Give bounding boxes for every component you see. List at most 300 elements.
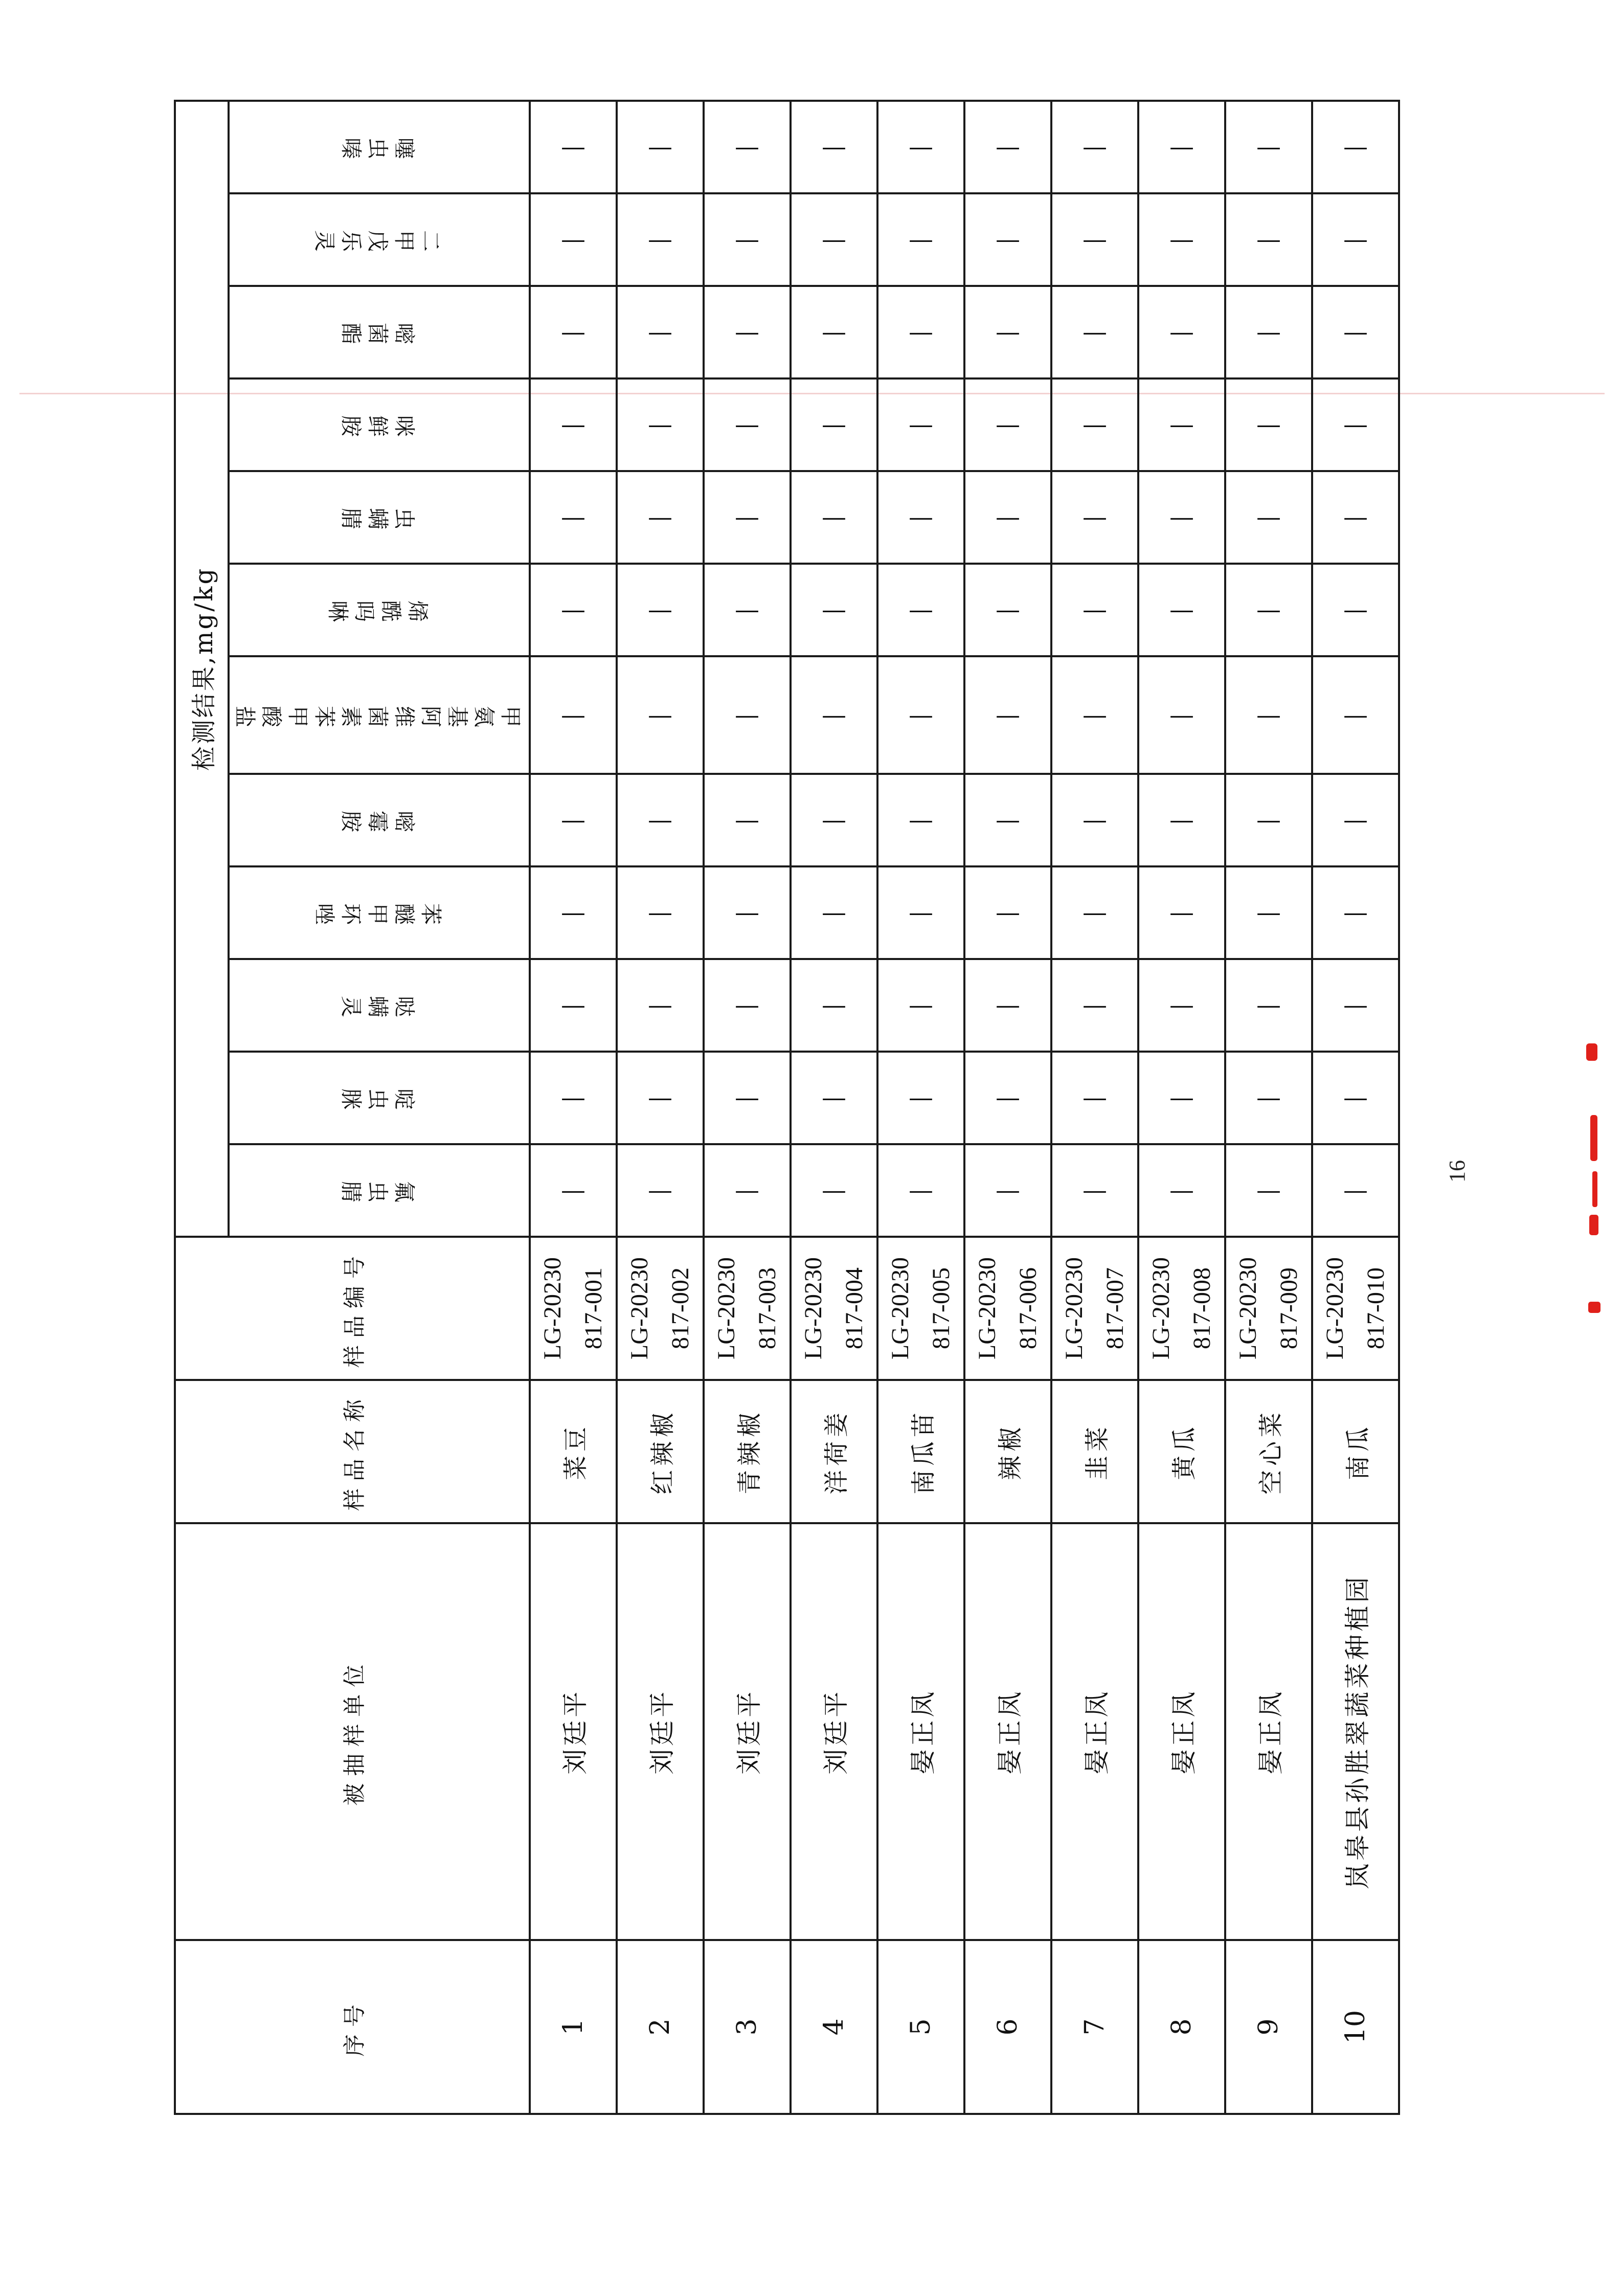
cell-sample-name [1312, 1380, 1399, 1523]
cell-sample-code [1225, 1237, 1312, 1380]
cell-result [530, 564, 617, 656]
rotated-report-page [174, 132, 1389, 2115]
cell-result [1312, 564, 1399, 656]
header-pesticide [229, 656, 530, 774]
cell-result [1225, 774, 1312, 866]
cell-sample-name [1225, 1380, 1312, 1523]
name-value: 黄瓜 [1169, 1423, 1199, 1481]
code-line-2: 817-007 [1101, 1267, 1129, 1349]
cell-result [1138, 959, 1225, 1052]
cell-result [877, 564, 964, 656]
unit-value: 晏正凤 [908, 1688, 938, 1775]
result-value: — [822, 991, 846, 1020]
cell-result [791, 774, 877, 866]
result-value: — [1343, 318, 1368, 347]
result-value: — [1169, 991, 1194, 1020]
result-value: — [648, 991, 672, 1020]
cell-result [1225, 193, 1312, 286]
cell-result [1051, 378, 1138, 471]
cell-result [530, 1052, 617, 1144]
cell-result [964, 656, 1051, 774]
code-line-2: 817-002 [667, 1267, 694, 1349]
cell-result [1312, 866, 1399, 959]
cell-result [877, 286, 964, 378]
result-value: — [909, 806, 933, 835]
result-value: — [735, 1083, 759, 1112]
result-value: — [1169, 806, 1194, 835]
header-pesticide [229, 286, 530, 378]
cell-result [1225, 1144, 1312, 1237]
cell-result [617, 866, 704, 959]
cell-seq [877, 1940, 964, 2114]
cell-sample-code [617, 1237, 704, 1380]
result-value: — [1083, 1083, 1107, 1112]
result-value: — [561, 225, 585, 254]
code-line-1: LG-20230 [800, 1257, 827, 1359]
result-value: — [1343, 132, 1368, 162]
cell-sampled-unit [617, 1523, 704, 1940]
result-value: — [561, 503, 585, 532]
cell-result [877, 378, 964, 471]
cell-result [964, 564, 1051, 656]
header-sample-code [175, 1237, 530, 1380]
result-value: — [822, 318, 846, 347]
cell-result [1225, 959, 1312, 1052]
result-value: — [561, 991, 585, 1020]
cell-sampled-unit [1312, 1523, 1399, 1940]
seq-value: 8 [1166, 2018, 1197, 2036]
table-row [791, 101, 877, 2114]
red-seal-fragment [1575, 1043, 1611, 1330]
cell-result [877, 866, 964, 959]
header-sample-code-text: 样品编号 [342, 1249, 368, 1368]
cell-sample-code [1138, 1237, 1225, 1380]
seq-value: 6 [993, 2018, 1023, 2036]
cell-sample-name [877, 1380, 964, 1523]
cell-result [964, 1144, 1051, 1237]
result-value: — [1169, 1083, 1194, 1112]
result-value: — [735, 701, 759, 729]
result-value: — [1083, 132, 1107, 162]
result-value: — [648, 225, 672, 254]
name-value: 辣椒 [996, 1423, 1025, 1481]
cell-result [530, 774, 617, 866]
result-value: — [1343, 1083, 1368, 1112]
cell-result [964, 866, 1051, 959]
cell-seq [791, 1940, 877, 2114]
cell-result [617, 193, 704, 286]
result-value: — [1083, 318, 1107, 347]
name-value: 洋荷姜 [822, 1409, 851, 1495]
cell-seq [1225, 1940, 1312, 2114]
result-value: — [561, 701, 585, 729]
result-value: — [1256, 1083, 1281, 1112]
result-value: — [1169, 898, 1194, 927]
cell-result [791, 286, 877, 378]
result-value: — [909, 1083, 933, 1112]
code-line-2: 817-009 [1275, 1267, 1302, 1349]
result-value: — [648, 595, 672, 625]
cell-seq [530, 1940, 617, 2114]
cell-result [1138, 1052, 1225, 1144]
cell-result [530, 193, 617, 286]
result-value: — [1343, 503, 1368, 532]
header-pesticide [229, 193, 530, 286]
result-value: — [1256, 1176, 1281, 1205]
cell-result [1051, 564, 1138, 656]
cell-result [1225, 866, 1312, 959]
code-line-2: 817-005 [928, 1267, 955, 1349]
cell-result [530, 286, 617, 378]
result-value: — [735, 318, 759, 347]
cell-result [791, 193, 877, 286]
result-value: — [909, 318, 933, 347]
seq-value: 5 [906, 2018, 936, 2036]
cell-result [530, 656, 617, 774]
cell-result [1051, 656, 1138, 774]
cell-result [1138, 193, 1225, 286]
result-value: — [735, 410, 759, 439]
result-value: — [1083, 225, 1107, 254]
cell-seq [1312, 1940, 1399, 2114]
cell-result [704, 774, 791, 866]
cell-sampled-unit [530, 1523, 617, 1940]
unit-value: 晏正凤 [1169, 1688, 1199, 1775]
cell-result [617, 1144, 704, 1237]
name-value: 菜豆 [561, 1423, 590, 1481]
result-value: — [1256, 503, 1281, 532]
cell-result [1312, 1144, 1399, 1237]
cell-result [791, 959, 877, 1052]
cell-result [704, 1144, 791, 1237]
header-seq [175, 1940, 530, 2114]
cell-sample-code [530, 1237, 617, 1380]
cell-result [877, 656, 964, 774]
result-value: — [561, 1176, 585, 1205]
cell-result [1312, 286, 1399, 378]
result-value: — [1083, 991, 1107, 1020]
cell-sample-name [1051, 1380, 1138, 1523]
result-value: — [561, 898, 585, 927]
result-value: — [1083, 701, 1107, 729]
cell-seq [1051, 1940, 1138, 2114]
cell-sample-name [704, 1380, 791, 1523]
result-value: — [909, 991, 933, 1020]
cell-sampled-unit [964, 1523, 1051, 1940]
table-row [964, 101, 1051, 2114]
result-value: — [909, 898, 933, 927]
result-value: — [909, 701, 933, 729]
cell-result [617, 1052, 704, 1144]
pesticide-name: 啶虫脒 [336, 1085, 416, 1111]
table-row [1225, 101, 1312, 2114]
cell-sample-code [1051, 1237, 1138, 1380]
result-value: — [1343, 991, 1368, 1020]
result-value: — [561, 132, 585, 162]
name-value: 空心菜 [1256, 1409, 1286, 1495]
code-line-1: LG-20230 [974, 1257, 1001, 1359]
seq-value: 1 [558, 2018, 589, 2036]
cell-result [877, 193, 964, 286]
cell-result [877, 774, 964, 866]
cell-sample-name [617, 1380, 704, 1523]
cell-result [1312, 959, 1399, 1052]
cell-result [964, 1052, 1051, 1144]
cell-result [617, 774, 704, 866]
result-value: — [648, 503, 672, 532]
cell-result [964, 101, 1051, 193]
table-row [1138, 101, 1225, 2114]
result-value: — [1169, 410, 1194, 439]
seq-value: 4 [819, 2018, 849, 2036]
code-line-2: 817-006 [1015, 1267, 1042, 1349]
result-value: — [909, 595, 933, 625]
name-value: 红辣椒 [648, 1409, 677, 1495]
unit-value: 晏正凤 [995, 1688, 1025, 1775]
result-value: — [648, 318, 672, 347]
result-value: — [996, 503, 1020, 532]
code-line-2: 817-003 [754, 1267, 781, 1349]
cell-result [704, 286, 791, 378]
cell-result [1051, 286, 1138, 378]
cell-result [1312, 471, 1399, 564]
result-value: — [1083, 410, 1107, 439]
result-value: — [648, 132, 672, 162]
cell-result [964, 959, 1051, 1052]
result-value: — [561, 1083, 585, 1112]
result-value: — [1343, 225, 1368, 254]
header-pesticide [229, 378, 530, 471]
header-pesticide [229, 1144, 530, 1237]
result-value: — [1083, 806, 1107, 835]
result-value: — [822, 701, 846, 729]
cell-result [530, 866, 617, 959]
result-value: — [996, 410, 1020, 439]
cell-result [964, 378, 1051, 471]
cell-result [704, 656, 791, 774]
result-value: — [1169, 318, 1194, 347]
result-value: — [996, 701, 1020, 729]
cell-result [791, 1052, 877, 1144]
pesticide-name: 嘧霉胺 [336, 808, 416, 833]
header-pesticide [229, 471, 530, 564]
cell-result [704, 1052, 791, 1144]
cell-result [530, 471, 617, 564]
cell-sample-code [704, 1237, 791, 1380]
result-value: — [996, 806, 1020, 835]
table-row [530, 101, 617, 2114]
unit-value: 晏正凤 [1256, 1688, 1286, 1775]
cell-result [877, 101, 964, 193]
unit-value: 刘廷平 [821, 1688, 851, 1775]
unit-value: 刘廷平 [560, 1688, 590, 1775]
cell-sample-name [964, 1380, 1051, 1523]
result-value: — [1256, 132, 1281, 162]
cell-result [1138, 101, 1225, 193]
cell-result [704, 471, 791, 564]
result-value: — [735, 595, 759, 625]
cell-result [1225, 471, 1312, 564]
result-value: — [909, 225, 933, 254]
cell-result [1138, 564, 1225, 656]
cell-result [1051, 866, 1138, 959]
cell-result [877, 1144, 964, 1237]
result-value: — [822, 806, 846, 835]
code-line-2: 817-010 [1362, 1267, 1389, 1349]
result-value: — [1343, 1176, 1368, 1205]
result-value: — [1083, 1176, 1107, 1205]
result-value: — [822, 1083, 846, 1112]
code-line-1: LG-20230 [1234, 1257, 1261, 1359]
code-line-2: 817-004 [841, 1267, 868, 1349]
result-value: — [1343, 806, 1368, 835]
table-row [1051, 101, 1138, 2114]
cell-result [1312, 193, 1399, 286]
result-value: — [1256, 595, 1281, 625]
header-sampled-unit [175, 1523, 530, 1940]
result-value: — [822, 595, 846, 625]
pesticide-name: 哒螨灵 [336, 993, 416, 1018]
cell-sample-name [791, 1380, 877, 1523]
cell-result [1138, 471, 1225, 564]
result-value: — [822, 1176, 846, 1205]
pesticide-name: 甲氨基阿维菌素苯甲酸盐 [230, 703, 522, 728]
cell-result [877, 471, 964, 564]
result-value: — [735, 503, 759, 532]
table-row [877, 101, 964, 2114]
result-value: — [996, 225, 1020, 254]
cell-sample-code [877, 1237, 964, 1380]
result-value: — [648, 1083, 672, 1112]
result-value: — [648, 806, 672, 835]
result-value: — [561, 806, 585, 835]
cell-result [1051, 1052, 1138, 1144]
header-results-text: 检测结果,mg/kg [190, 566, 218, 771]
result-value: — [822, 898, 846, 927]
result-value: — [561, 595, 585, 625]
code-line-2: 817-008 [1188, 1267, 1215, 1349]
cell-result [1312, 378, 1399, 471]
pesticide-name: 虫螨腈 [336, 505, 416, 530]
cell-result [704, 866, 791, 959]
cell-result [1051, 471, 1138, 564]
seq-value: 9 [1253, 2018, 1284, 2036]
header-pesticide [229, 774, 530, 866]
cell-result [530, 959, 617, 1052]
cell-result [877, 959, 964, 1052]
result-value: — [648, 898, 672, 927]
pesticide-name: 烯酰吗啉 [323, 597, 429, 623]
cell-result [1312, 101, 1399, 193]
result-value: — [996, 1083, 1020, 1112]
result-value: — [648, 410, 672, 439]
pesticide-name: 二甲戊乐灵 [309, 227, 442, 253]
cell-sample-name [530, 1380, 617, 1523]
result-value: — [822, 503, 846, 532]
pesticide-name: 噻虫嗪 [336, 135, 416, 160]
result-value: — [996, 132, 1020, 162]
seq-value: 2 [645, 2018, 675, 2036]
result-value: — [735, 898, 759, 927]
result-value: — [1083, 595, 1107, 625]
pesticide-name: 嘧菌酯 [336, 320, 416, 345]
cell-result [1051, 1144, 1138, 1237]
cell-result [617, 656, 704, 774]
table-row [1312, 101, 1399, 2114]
header-results-group [175, 101, 229, 1237]
cell-sampled-unit [1051, 1523, 1138, 1940]
cell-result [617, 378, 704, 471]
cell-result [964, 193, 1051, 286]
cell-result [1138, 286, 1225, 378]
cell-result [877, 1052, 964, 1144]
page-number: 16 [1445, 1160, 1470, 1183]
table-row [704, 101, 791, 2114]
cell-result [617, 101, 704, 193]
cell-result [704, 101, 791, 193]
cell-result [964, 286, 1051, 378]
result-value: — [1256, 806, 1281, 835]
code-line-1: LG-20230 [887, 1257, 914, 1359]
cell-result [1051, 101, 1138, 193]
header-pesticide [229, 959, 530, 1052]
header-sample-name-text: 样品名称 [342, 1392, 368, 1511]
cell-seq [617, 1940, 704, 2114]
result-value: — [996, 595, 1020, 625]
result-value: — [1256, 701, 1281, 729]
cell-sampled-unit [1138, 1523, 1225, 1940]
cell-result [1051, 959, 1138, 1052]
cell-result [530, 1144, 617, 1237]
result-value: — [822, 410, 846, 439]
cell-result [791, 101, 877, 193]
cell-seq [1138, 1940, 1225, 2114]
name-value: 南瓜苗 [909, 1409, 938, 1495]
result-value: — [735, 991, 759, 1020]
cell-sampled-unit [1225, 1523, 1312, 1940]
cell-result [1051, 774, 1138, 866]
code-line-1: LG-20230 [1147, 1257, 1175, 1359]
code-line-1: LG-20230 [539, 1257, 566, 1359]
cell-sampled-unit [704, 1523, 791, 1940]
cell-result [1138, 656, 1225, 774]
cell-result [1225, 101, 1312, 193]
seq-value: 10 [1340, 2010, 1371, 2044]
result-value: — [1343, 701, 1368, 729]
name-value: 韭菜 [1083, 1423, 1112, 1481]
result-value: — [909, 132, 933, 162]
cell-result [617, 471, 704, 564]
cell-sample-code [1312, 1237, 1399, 1380]
cell-result [704, 378, 791, 471]
result-value: — [735, 132, 759, 162]
result-value: — [909, 503, 933, 532]
cell-sample-code [964, 1237, 1051, 1380]
cell-result [1225, 1052, 1312, 1144]
unit-value: 岚皋县孙胜翠蔬菜种植园 [1343, 1574, 1372, 1889]
header-pesticide [229, 101, 530, 193]
result-value: — [822, 132, 846, 162]
cell-result [617, 564, 704, 656]
result-value: — [1169, 225, 1194, 254]
cell-result [791, 471, 877, 564]
cell-seq [964, 1940, 1051, 2114]
result-value: — [648, 701, 672, 729]
result-value: — [996, 991, 1020, 1020]
pesticide-name: 氟虫腈 [336, 1178, 416, 1203]
code-line-1: LG-20230 [1321, 1257, 1348, 1359]
cell-result [1225, 378, 1312, 471]
